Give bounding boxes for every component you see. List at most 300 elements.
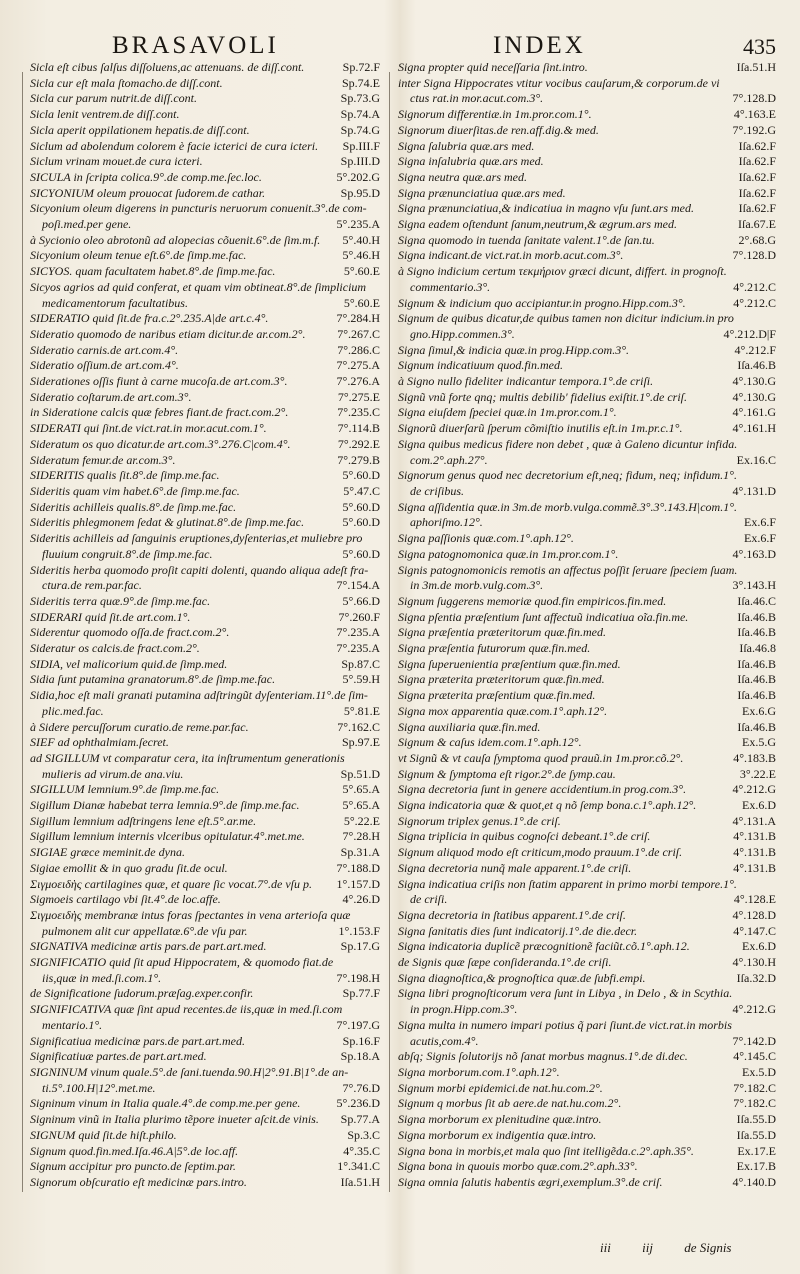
entry-text: Signa diagnoſtica,& prognoſtica quæ.de ſubfi.empi. (398, 970, 646, 985)
entry-text: SICULA in ſcripta colica.9°.de comp.me.ſec.loc. (30, 169, 262, 184)
entry-text: Signa morborum ex indigentia quæ.intro. (398, 1127, 597, 1142)
entry-text: Sideritis phlegmonem ſedat & glutinat.8°.de ſimp.me.fac. (30, 515, 305, 530)
header-title: INDEX (493, 32, 586, 59)
entry-text: Signa ſanitatis dies ſunt indicatorij.1°.de die.decr. (398, 923, 638, 938)
entry-reference: 5°.46.H (342, 248, 380, 263)
entry-reference: 4°.161.G (732, 405, 776, 420)
entry-text: mentario.1°. (42, 1017, 103, 1032)
entry-reference: Iſa.62.F (738, 138, 776, 153)
index-entry (398, 107, 776, 123)
entry-text: Sigiae emollit & in quo gradu ſit.de ocul. (30, 860, 228, 875)
entry-text: Signa aſſidentia quæ.in 3m.de morb.vulga.commẽ.3°.3°.143.H|com.1°. (398, 499, 737, 514)
entry-reference: 7°.284.H (336, 311, 380, 326)
entry-reference: 4°.163.E (733, 107, 776, 122)
entry-text: ctus rat.in mor.acut.com.3°. (410, 91, 544, 106)
index-entry (398, 437, 776, 453)
entry-text: Signa morborum ex plenitudine quæ.intro. (398, 1112, 602, 1127)
index-entry (398, 892, 776, 908)
index-entry (30, 358, 380, 374)
index-entry (398, 924, 776, 940)
entry-reference: Ex.6.F (743, 515, 776, 530)
entry-text: Sideritis achilleis qualis.8°.de ſimp.me.fac. (30, 499, 237, 514)
entry-text: Signa decretoria nunq̃ male apparent.1°.de criſi. (398, 860, 632, 875)
index-entry (398, 280, 776, 296)
entry-reference: 7°.235.A (336, 625, 380, 640)
index-entry (398, 421, 776, 437)
entry-text: Sicla lenit ventrem.de diſſ.cont. (30, 107, 180, 122)
page-number: 435 (743, 34, 776, 59)
index-entry (398, 60, 776, 76)
entry-reference: Sp.74.G (340, 122, 380, 137)
entry-reference: Iſa.46.B (737, 672, 776, 687)
index-entry (30, 1175, 380, 1191)
entry-reference: 5°.60.E (343, 295, 380, 310)
entry-text: de Signis quæ ſæpe conſideranda.1°.de criſi. (398, 955, 612, 970)
entry-text: Signa triplicia in quibus cognoſci debeant.1°.de criſ. (398, 829, 651, 844)
entry-reference: Iſa.46.B (737, 719, 776, 734)
entry-text: Signa præterita præſentium quæ.fin.med. (398, 688, 596, 703)
entry-text: Signa mox apparentia quæ.com.1°.aph.12°. (398, 703, 608, 718)
entry-reference: 4°.131.A (732, 813, 776, 828)
index-entry (398, 217, 776, 233)
entry-text: vt Signũ & vt cauſa ſymptoma quod prauũ.in 1m.pror.cõ.2°. (398, 750, 684, 765)
index-entry (398, 845, 776, 861)
index-entry (30, 343, 380, 359)
index-entry (30, 625, 380, 641)
index-entry (30, 814, 380, 830)
entry-text: Signa præſentia futurorum quæ.fin.med. (398, 641, 591, 656)
entry-reference: Iſa.51.H (736, 60, 776, 74)
index-entry (30, 170, 380, 186)
entry-text: aphoriſmo.12°. (410, 515, 483, 530)
index-entry (30, 60, 380, 76)
index-entry (30, 390, 380, 406)
index-entry (30, 1049, 380, 1065)
entry-reference: 4°.128.E (733, 892, 776, 907)
entry-reference: 4°.212.C (733, 279, 776, 294)
index-entry (30, 1112, 380, 1128)
index-entry (398, 720, 776, 736)
entry-reference: Iſa.46.B (737, 656, 776, 671)
entry-text: Signa inſalubria quæ.ars med. (398, 154, 544, 169)
index-entry (398, 390, 776, 406)
index-entry (30, 107, 380, 123)
entry-text: Signum & caſus idem.com.1°.aph.12°. (398, 735, 582, 750)
entry-text: Signa quibus medicus fidere non debet , quæ à Galeno dicuntur infida. (398, 436, 738, 451)
entry-text: ti.5°.100.H|12°.met.me. (42, 1080, 156, 1095)
entry-reference: 4°.212.D|F (723, 326, 776, 341)
entry-reference: 4°.130.G (732, 389, 776, 404)
entry-reference: Ex.16.C (736, 452, 776, 467)
index-entry (398, 908, 776, 924)
index-entry (30, 955, 380, 971)
entry-reference: 4°.26.D (342, 892, 380, 907)
index-entry (398, 986, 776, 1002)
index-entry (30, 217, 380, 233)
entry-text: Signa prænunciatiua,& indicatiua in magno vſu ſunt.ars med. (398, 201, 694, 216)
entry-reference: 7°.286.C (337, 342, 380, 357)
entry-reference: 5°.60.D (342, 515, 380, 530)
entry-reference: 4°.131.B (733, 860, 776, 875)
entry-text: Signum aliquod modo eſt criticum,modo prauum.1°.de criſ. (398, 845, 683, 860)
entry-reference: Sp.3.C (347, 1127, 380, 1142)
entry-reference: 5°.47.C (343, 483, 380, 498)
entry-reference: Iſa.62.F (738, 185, 776, 200)
entry-text: à Sidere percuſſorum curatio.de reme.par.fac. (30, 719, 249, 734)
entry-text: Signa præterita præteritorum quæ.fin.med. (398, 672, 605, 687)
entry-reference: Iſa.51.H (340, 1174, 380, 1189)
entry-reference: Ex.6.F (743, 531, 776, 546)
entry-reference: 4°.183.B (733, 750, 776, 765)
index-entry (30, 123, 380, 139)
entry-text: Sideritis terra quæ.9°.de ſimp.me.fac. (30, 593, 211, 608)
index-entry (30, 1065, 380, 1081)
entry-reference: Iſa.46.B (737, 688, 776, 703)
entry-reference: Sp.72.F (342, 60, 380, 74)
entry-text: Signa pſentia præſentium ſunt affectuũ indicatiua oĩa.fin.me. (398, 609, 689, 624)
entry-text: SIGNIFICATIVA quæ ſint apud recentes.de iis,quæ in med.ſi.com (30, 1002, 343, 1017)
entry-reference: 7°.142.D (732, 1033, 776, 1048)
entry-text: Sicla aperit oppilationem hepatis.de diſſ.cont. (30, 122, 250, 137)
index-entry (398, 468, 776, 484)
index-entry (398, 515, 776, 531)
entry-text: SIGIAE græce meminit.de dyna. (30, 845, 185, 860)
index-entry (30, 1128, 380, 1144)
entry-text: Siclum vrinam mouet.de cura icteri. (30, 154, 203, 169)
index-entry (398, 1096, 776, 1112)
index-entry (398, 814, 776, 830)
entry-text: Sideratio oſſium.de art.com.4°. (30, 358, 179, 373)
entry-reference: Sp.97.E (341, 735, 380, 750)
entry-text: SIGNIFICATIO quid ſit apud Hippocratem, & quomodo fiat.de (30, 955, 334, 970)
entry-reference: Iſa.46.C (737, 593, 776, 608)
entry-reference: Sp.18.A (340, 1049, 380, 1064)
entry-text: Signorũ diuerſarũ ſperum cõmiſtio inutilis eſt.in 1m.pr.c.1°. (398, 421, 683, 436)
index-entry (30, 908, 380, 924)
index-entry (398, 641, 776, 657)
entry-reference: Sp.III.F (342, 138, 380, 153)
entry-text: ctura.de rem.par.fac. (42, 578, 142, 593)
index-entry (30, 578, 380, 594)
entry-text: SIGNATIVA medicinæ artis pars.de part.art.med. (30, 939, 267, 954)
entry-text: Signa neutra quæ.ars med. (398, 169, 527, 184)
entry-reference: 2°.68.G (738, 232, 776, 247)
index-entry (30, 405, 380, 421)
entry-reference: 5°.202.G (336, 169, 380, 184)
entry-text: Signa eiuſdem ſpeciei quæ.in 1m.pror.com.1°. (398, 405, 617, 420)
index-entry (30, 563, 380, 579)
entry-reference: 4°.131.B (733, 845, 776, 860)
index-entry (30, 971, 380, 987)
entry-reference: Sp.17.G (340, 939, 380, 954)
entry-reference: Sp.16.F (342, 1033, 380, 1048)
index-entry (30, 500, 380, 516)
entry-reference: Sp.77.A (340, 1112, 380, 1127)
entry-reference: 7°.182.C (733, 1080, 776, 1095)
index-entry (30, 531, 380, 547)
entry-text: Sideratur os calcis.de fract.com.2°. (30, 641, 200, 656)
entry-text: Signa patognomonica quæ.in 1m.pror.com.1°. (398, 546, 619, 561)
index-entry (30, 421, 380, 437)
index-entry (398, 1175, 776, 1191)
index-entry (398, 798, 776, 814)
index-entry (398, 76, 776, 92)
entry-reference: 5°.40.H (342, 232, 380, 247)
entry-reference: 4°.147.C (733, 923, 776, 938)
entry-text: Significatiua medicinæ pars.de part.art.med. (30, 1033, 245, 1048)
index-entry (398, 358, 776, 374)
index-entry (398, 1002, 776, 1018)
index-entry (30, 374, 380, 390)
entry-text: fluuium congruit.8°.de ſimp.me.fac. (42, 546, 213, 561)
index-entry (30, 767, 380, 783)
index-entry (30, 704, 380, 720)
index-entry (398, 657, 776, 673)
index-entry (30, 939, 380, 955)
entry-text: Signa omnia ſalutis habentis ægri,exemplum.3°.de criſ. (398, 1174, 663, 1189)
entry-text: SIDIA, vel malicorium quid.de ſimp.med. (30, 656, 228, 671)
index-entry (398, 877, 776, 893)
entry-reference: Iſa.46.8 (739, 641, 776, 656)
index-entry (30, 798, 380, 814)
entry-reference: 1°.157.D (336, 876, 380, 891)
entry-reference: Iſa.32.D (736, 970, 776, 985)
index-entry (30, 186, 380, 202)
entry-text: SIDERARI quid ſit.de art.com.1°. (30, 609, 191, 624)
entry-text: Signinum vinum in Italia quale.4°.de comp.me.per gene. (30, 1096, 301, 1111)
index-entry (398, 563, 776, 579)
index-entry (398, 139, 776, 155)
entry-reference: Iſa.46.B (737, 358, 776, 373)
entry-reference: 7°.235.C (337, 405, 380, 420)
index-entry (30, 248, 380, 264)
index-entry (30, 515, 380, 531)
entry-reference: Sp.III.D (340, 154, 380, 169)
index-entry (398, 264, 776, 280)
index-entry (398, 688, 776, 704)
index-entry (30, 1034, 380, 1050)
entry-reference: 4°.163.D (732, 546, 776, 561)
entry-reference: 5°.60.E (343, 264, 380, 279)
entry-text: com.2°.aph.27°. (410, 452, 488, 467)
index-entry (30, 233, 380, 249)
entry-reference: 7°.235.A (336, 641, 380, 656)
entry-text: acutis,com.4°. (410, 1033, 479, 1048)
entry-text: Signum ſuggerens memoriæ quod.fin empiricos.fin.med. (398, 593, 667, 608)
entry-reference: Sp.95.D (340, 185, 380, 200)
index-entry (398, 296, 776, 312)
entry-reference: 3°.143.H (732, 578, 776, 593)
index-entry (30, 594, 380, 610)
index-entry (398, 170, 776, 186)
index-entry (30, 453, 380, 469)
entry-text: SICYOS. quam facultatem habet.8°.de ſimp.me.fac. (30, 264, 276, 279)
entry-text: Signa decretoria in ſtatibus apparent.1°.de criſ. (398, 907, 626, 922)
signature-mark-2: iij (642, 1240, 653, 1255)
entry-reference: 4°.212.G (732, 1002, 776, 1017)
entry-text: Sicyos agrios ad quid conferat, et quam vim obtineat.8°.de ſimplicium (30, 279, 367, 294)
index-entry (398, 861, 776, 877)
entry-text: iis,quæ in med.ſi.com.1°. (42, 970, 162, 985)
entry-reference: 5°.235.A (336, 217, 380, 232)
entry-text: Signa quomodo in tuenda ſanitate valent.1°.de ſan.tu. (398, 232, 655, 247)
entry-text: Signorum triplex genus.1°.de criſ. (398, 813, 561, 828)
index-entry (30, 327, 380, 343)
index-entry (398, 1144, 776, 1160)
entry-text: ad SIGILLUM vt comparatur cera, ita inſtrumentum generationis (30, 750, 345, 765)
index-entry (398, 186, 776, 202)
entry-reference: Iſa.46.B (737, 625, 776, 640)
index-entry (398, 453, 776, 469)
entry-reference: 7°.197.G (336, 1017, 380, 1032)
entry-reference: 4°.131.D (732, 483, 776, 498)
entry-text: Sicla cur eſt mala ſtomacho.de diſſ.cont. (30, 75, 223, 90)
entry-reference: 5°.60.D (342, 546, 380, 561)
entry-text: Signa libri prognoſticorum vera ſunt in Libya , in Delo , & in Scythia. (398, 986, 733, 1001)
index-entry (30, 720, 380, 736)
entry-text: Sicla cur parum nutrit.de diſſ.cont. (30, 91, 197, 106)
entry-text: Sicyonium oleum digerens in puncturis neruorum conuenit.3°.de com- (30, 201, 367, 216)
left-column (30, 60, 380, 1235)
entry-text: de criſibus. (410, 483, 464, 498)
entry-text: Signis patognomonicis remotis an affectus poſſit ſeruare ſpeciem ſuam. (398, 562, 738, 577)
entry-reference: 3°.22.E (739, 766, 776, 781)
entry-reference: Sp.77.F (342, 986, 380, 1001)
entry-reference: 7°.28.H (342, 829, 380, 844)
index-entry (30, 782, 380, 798)
index-entry (398, 531, 776, 547)
entry-text: Signum morbi epidemici.de nat.hu.com.2°. (398, 1080, 603, 1095)
entry-text: Sigillum lemnium internis vlceribus opitulatur.4°.met.me. (30, 829, 305, 844)
index-entry (30, 641, 380, 657)
index-entry (30, 547, 380, 563)
column-divider (389, 72, 390, 1192)
entry-reference: Sp.73.G (340, 91, 380, 106)
entry-text: medicamentorum facultatibus. (42, 295, 188, 310)
entry-text: de Significatione ſudorum.præſag.exper.confir. (30, 986, 254, 1001)
entry-text: inter Signa Hippocrates vtitur vocibus cauſarum,& corporum.de vi (398, 75, 720, 90)
entry-reference: Sp.74.A (340, 107, 380, 122)
entry-text: Sideratio quomodo de naribus etiam dicitur.de ar.com.2°. (30, 326, 306, 341)
index-entry (398, 484, 776, 500)
index-entry (398, 500, 776, 516)
entry-reference: 7°.292.E (337, 436, 380, 451)
entry-text: Signum de quibus dicatur,de quibus tamen non dicitur indicium.in pro (398, 311, 734, 326)
index-entry (30, 1159, 380, 1175)
entry-text: Sidia,hoc eſt mali granati putamina adſtringũt dyſenteriam.11°.de ſim- (30, 688, 368, 703)
index-entry (398, 939, 776, 955)
index-entry (30, 154, 380, 170)
index-entry (398, 405, 776, 421)
index-entry (398, 610, 776, 626)
index-entry (30, 1018, 380, 1034)
entry-text: Signa multa in numero impari potius q̃ pari ſiunt.de vict.rat.in morbis (398, 1017, 732, 1032)
index-entry (30, 924, 380, 940)
index-entry (30, 1096, 380, 1112)
entry-text: Signum quod.fin.med.Iſa.46.A|5°.de loc.aff. (30, 1143, 239, 1158)
entry-text: Signa ſimul,& indicia quæ.in prog.Hipp.com.3°. (398, 342, 630, 357)
index-entry (30, 1002, 380, 1018)
index-entry (30, 845, 380, 861)
index-entry (398, 91, 776, 107)
index-entry (398, 767, 776, 783)
entry-text: Signum & ſymptoma eſt rigor.2°.de ſymp.cau. (398, 766, 616, 781)
entry-reference: Iſa.62.F (738, 169, 776, 184)
entry-reference: Ex.5.G (742, 735, 776, 750)
index-entry (30, 1081, 380, 1097)
entry-text: commentario.3°. (410, 279, 491, 294)
entry-reference: 4°.35.C (343, 1143, 380, 1158)
entry-text: Significatiuæ partes.de part.art.med. (30, 1049, 207, 1064)
entry-reference: 4°.130.H (732, 955, 776, 970)
index-entry (398, 751, 776, 767)
entry-reference: 7°.182.C (733, 1096, 776, 1111)
entry-text: Signa decretoria ſunt in genere accidentium.in prog.com.3°. (398, 782, 687, 797)
entry-text: poſi.med.per gene. (42, 217, 132, 232)
entry-reference: 7°.279.B (337, 452, 380, 467)
index-entry (398, 594, 776, 610)
entry-text: Signorum obſcuratio eſt medicinæ pars.intro. (30, 1174, 247, 1189)
entry-text: Signa propter quid neceſſaria ſint.intro. (398, 60, 588, 74)
entry-text: Siderationes oſſis fiunt à carne mucoſa.de art.com.3°. (30, 374, 288, 389)
index-entry (30, 296, 380, 312)
entry-text: in Sideratione calcis quæ febres fiant.de fract.com.2°. (30, 405, 289, 420)
index-entry (398, 123, 776, 139)
entry-text: Sideratum femur.de ar.com.3°. (30, 452, 176, 467)
entry-text: Σιγμοειδὴς membranæ intus foras ſpectantes in vena arterioſa quæ (30, 907, 351, 922)
index-entry (30, 657, 380, 673)
entry-reference: 5°.22.E (343, 813, 380, 828)
index-entry (30, 861, 380, 877)
entry-reference: Iſa.62.F (738, 201, 776, 216)
entry-text: SIGILLUM lemnium.9°.de ſimp.me.fac. (30, 782, 220, 797)
entry-text: Sigmoeis cartilago vbi ſit.4°.de loc.affe. (30, 892, 221, 907)
index-entry (398, 955, 776, 971)
entry-reference: Ex.6.G (742, 703, 776, 718)
entry-reference: 7°.267.C (337, 326, 380, 341)
entry-text: à Sycionio oleo abrotonũ ad alopecias cõuenit.6°.de ſim.m.f. (30, 232, 321, 247)
entry-reference: Sp.31.A (340, 845, 380, 860)
entry-reference: 7°.114.B (337, 421, 380, 436)
entry-text: SICYONIUM oleum prouocat ſudorem.de cathar. (30, 185, 266, 200)
entry-reference: Sp.74.E (341, 75, 380, 90)
index-entry (398, 578, 776, 594)
entry-text: Sideratio coſtarum.de art.com.3°. (30, 389, 192, 404)
right-column (398, 60, 776, 1235)
index-entry (398, 374, 776, 390)
index-entry (30, 280, 380, 296)
index-entry (30, 139, 380, 155)
entry-text: Signa prænunciatiua quæ.ars med. (398, 185, 566, 200)
entry-text: Signorum genus quod nec decretorium eſt,neq; fidum, neq; infidum.1°. (398, 468, 737, 483)
entry-text: abſq; Signis ſolutorijs nõ ſanat morbus magnus.1°.de di.dec. (398, 1049, 688, 1064)
entry-text: Signum accipitur pro puncto.de ſeptim.par. (30, 1159, 236, 1174)
index-entry (398, 1018, 776, 1034)
entry-reference: Iſa.55.D (736, 1112, 776, 1127)
entry-text: à Signo indicium certum τεκμήριον græci dicunt, differt. in prognoſt. (398, 264, 727, 279)
index-entry (30, 610, 380, 626)
entry-reference: 4°.128.D (732, 907, 776, 922)
entry-reference: 7°.154.A (336, 578, 380, 593)
entry-reference: 4°.145.C (733, 1049, 776, 1064)
entry-reference: 7°.192.G (732, 122, 776, 137)
index-entry (398, 782, 776, 798)
index-entry (30, 877, 380, 893)
entry-reference: 4°.161.H (732, 421, 776, 436)
index-entry (30, 688, 380, 704)
entry-text: Signa eadem oſtendunt ſanum,neutrum,& ægrum.ars med. (398, 217, 677, 232)
index-entry (30, 484, 380, 500)
